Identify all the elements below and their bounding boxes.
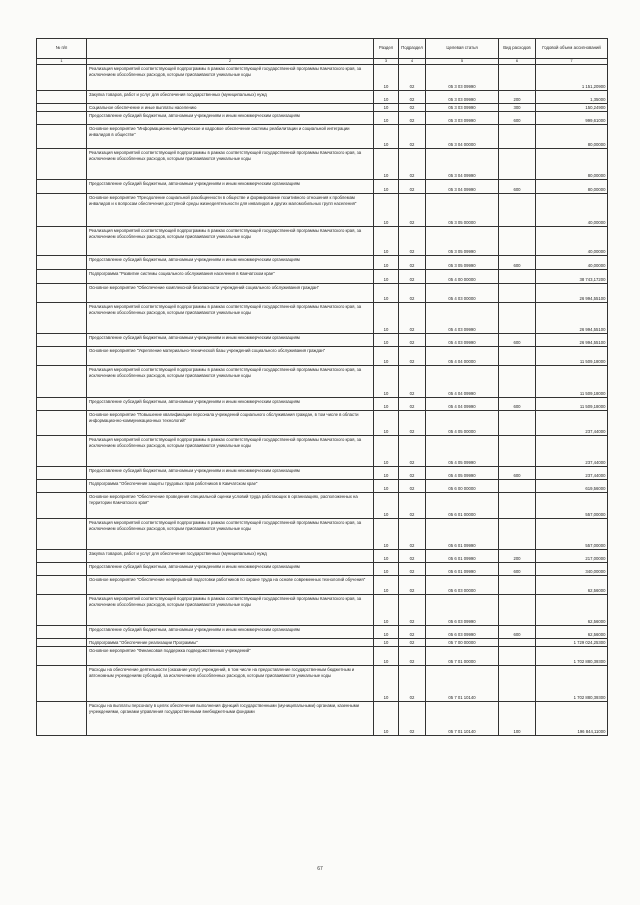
row-name: Основное мероприятие "Преодоление социальной разобщенности в обществе и формирование позитивного отношения к проблемам инвалидов и к вопросам обеспечения доступной среды жизнедеятельности для инвалидов и других маломобильных групп населения" (87, 194, 374, 227)
row-exptype: 600 (499, 563, 536, 576)
row-subsection: 02 (399, 563, 426, 576)
row-name: Предоставление субсидий бюджетным, автономным учреждениям и иным некоммерческим организациям (87, 334, 374, 347)
row-amount: 237,44000 (536, 411, 608, 436)
row-name: Предоставление субсидий бюджетным, автономным учреждениям и иным некоммерческим организациям (87, 563, 374, 576)
row-subsection: 02 (399, 270, 426, 284)
row-exptype: 100 (499, 702, 536, 736)
row-num-cell (37, 480, 87, 493)
row-num-cell (37, 639, 87, 647)
row-name: Основное мероприятие "Финансовая поддержка подведомственных учреждений" (87, 647, 374, 666)
row-target-code: 05 3 05 09990 (426, 227, 499, 256)
row-exptype (499, 411, 536, 436)
row-target-code: 05 3 04 00000 (426, 125, 499, 149)
row-subsection: 02 (399, 493, 426, 519)
row-amount: 999,61000 (536, 112, 608, 125)
row-exptype: 200 (499, 91, 536, 104)
row-target-code: 05 3 03 09990 (426, 104, 499, 112)
table-row (37, 493, 608, 519)
row-amount: 11 509,18000 (536, 398, 608, 411)
row-amount: 40,00000 (536, 256, 608, 270)
row-num-cell (37, 91, 87, 104)
row-section: 10 (374, 334, 399, 347)
row-target-code: 05 4 05 09990 (426, 467, 499, 480)
colnum-4: 4 (399, 59, 426, 65)
table-row (37, 647, 608, 666)
table-row (37, 65, 608, 91)
row-section: 10 (374, 702, 399, 736)
row-amount: 619,56000 (536, 480, 608, 493)
row-target-code: 05 3 04 09990 (426, 180, 499, 194)
row-amount: 340,00000 (536, 563, 608, 576)
row-amount: 11 509,18000 (536, 366, 608, 398)
row-name: Закупка товаров, работ и услуг для обеспечения государственных (муниципальных) нужд (87, 91, 374, 104)
row-exptype (499, 480, 536, 493)
row-name: Закупка товаров, работ и услуг для обеспечения государственных (муниципальных) нужд (87, 550, 374, 563)
row-name: Реализация мероприятий соответствующей подпрограммы в рамках соответствующей государственной программы Камчатского края, за исключением обособленных расходов, которым присваиваются уникальные коды (87, 303, 374, 334)
row-num-cell (37, 519, 87, 550)
row-target-code: 05 3 05 00000 (426, 194, 499, 227)
table-row (37, 366, 608, 398)
row-subsection: 02 (399, 284, 426, 303)
row-amount: 150,24900 (536, 104, 608, 112)
row-name: Предоставление субсидий бюджетным, автономным учреждениям и иным некоммерческим организациям (87, 180, 374, 194)
row-exptype: 200 (499, 550, 536, 563)
row-exptype: 600 (499, 256, 536, 270)
row-amount: 11 509,18000 (536, 347, 608, 366)
row-subsection: 02 (399, 227, 426, 256)
colnum-1: 1 (37, 59, 87, 65)
row-subsection: 02 (399, 595, 426, 626)
row-target-code: 05 4 05 09990 (426, 436, 499, 467)
row-amount: 62,56000 (536, 626, 608, 639)
row-name: Предоставление субсидий бюджетным, автономным учреждениям и иным некоммерческим организациям (87, 467, 374, 480)
row-amount: 62,56000 (536, 595, 608, 626)
row-subsection: 02 (399, 436, 426, 467)
row-name: Реализация мероприятий соответствующей подпрограммы в рамках соответствующей государственной программы Камчатского края, за исключением обособленных расходов, которым присваиваются уникальные коды (87, 149, 374, 180)
table-row (37, 550, 608, 563)
row-name: Предоставление субсидий бюджетным, автономным учреждениям и иным некоммерческим организациям (87, 626, 374, 639)
row-num-cell (37, 702, 87, 736)
row-num-cell (37, 626, 87, 639)
row-amount: 40,00000 (536, 194, 608, 227)
table-row (37, 194, 608, 227)
row-target-code: 05 4 00 00000 (426, 270, 499, 284)
row-section: 10 (374, 180, 399, 194)
colnum-6: 6 (499, 59, 536, 65)
row-target-code: 05 4 04 00000 (426, 347, 499, 366)
table-row (37, 303, 608, 334)
row-name: Реализация мероприятий соответствующей подпрограммы в рамках соответствующей государственной программы Камчатского края, за исключением обособленных расходов, которым присваиваются уникальные коды (87, 65, 374, 91)
row-section: 10 (374, 647, 399, 666)
row-target-code: 05 3 03 09990 (426, 65, 499, 91)
row-num-cell (37, 576, 87, 595)
row-exptype: 600 (499, 398, 536, 411)
row-target-code: 05 3 03 09990 (426, 112, 499, 125)
table-row (37, 563, 608, 576)
row-subsection: 02 (399, 256, 426, 270)
table-row (37, 398, 608, 411)
row-name: Основное мероприятие "Повышение квалификации персонала учреждений социального обслуживания граждан, в том числе в области информационно-коммуникационных технологий" (87, 411, 374, 436)
row-exptype (499, 519, 536, 550)
row-target-code: 05 4 04 09990 (426, 398, 499, 411)
row-target-code: 05 3 04 09990 (426, 149, 499, 180)
row-name: Реализация мероприятий соответствующей подпрограммы в рамках соответствующей государственной программы Камчатского края, за исключением обособленных расходов, которым присваиваются уникальные коды (87, 595, 374, 626)
row-target-code: 05 6 01 09990 (426, 563, 499, 576)
table-row (37, 180, 608, 194)
table-row (37, 702, 608, 736)
row-num-cell (37, 149, 87, 180)
row-amount: 62,56000 (536, 576, 608, 595)
header-target: Целевая статья (426, 39, 499, 59)
table-row (37, 125, 608, 149)
row-target-code: 05 6 01 09990 (426, 519, 499, 550)
row-section: 10 (374, 595, 399, 626)
row-section: 10 (374, 493, 399, 519)
row-exptype (499, 270, 536, 284)
row-subsection: 02 (399, 334, 426, 347)
row-subsection: 02 (399, 65, 426, 91)
row-section: 10 (374, 125, 399, 149)
header-exptype: Вид расходов (499, 39, 536, 59)
row-section: 10 (374, 194, 399, 227)
row-target-code: 05 4 03 09990 (426, 303, 499, 334)
page-number: 67 (317, 866, 323, 872)
row-amount: 80,00000 (536, 125, 608, 149)
row-name: Предоставление субсидий бюджетным, автономным учреждениям и иным некоммерческим организациям (87, 256, 374, 270)
row-name: Подпрограмма "Развитие системы социального обслуживания населения в Камчатском крае" (87, 270, 374, 284)
row-subsection: 02 (399, 303, 426, 334)
row-section: 10 (374, 149, 399, 180)
row-amount: 1 151,20900 (536, 65, 608, 91)
row-subsection: 02 (399, 180, 426, 194)
row-target-code: 05 3 03 09990 (426, 91, 499, 104)
row-name: Основное мероприятие "Укрепление материально-технической базы учреждений социального обслуживания граждан" (87, 347, 374, 366)
row-amount: 40,00000 (536, 227, 608, 256)
row-target-code: 05 6 00 00000 (426, 480, 499, 493)
row-exptype (499, 666, 536, 702)
row-subsection: 02 (399, 125, 426, 149)
row-exptype (499, 227, 536, 256)
row-subsection: 02 (399, 666, 426, 702)
row-num-cell (37, 493, 87, 519)
table-row (37, 595, 608, 626)
row-target-code: 05 7 01 00000 (426, 647, 499, 666)
table-row (37, 347, 608, 366)
row-exptype: 600 (499, 180, 536, 194)
row-section: 10 (374, 104, 399, 112)
row-exptype (499, 436, 536, 467)
row-num-cell (37, 303, 87, 334)
row-num-cell (37, 284, 87, 303)
row-target-code: 05 3 05 09990 (426, 256, 499, 270)
row-section: 10 (374, 112, 399, 125)
row-amount: 1 702 880,39300 (536, 647, 608, 666)
row-num-cell (37, 256, 87, 270)
row-section: 10 (374, 256, 399, 270)
colnum-5: 5 (426, 59, 499, 65)
row-num-cell (37, 65, 87, 91)
table-row (37, 411, 608, 436)
row-section: 10 (374, 550, 399, 563)
table-row (37, 639, 608, 647)
row-section: 10 (374, 480, 399, 493)
row-subsection: 02 (399, 104, 426, 112)
row-num-cell (37, 194, 87, 227)
row-exptype (499, 194, 536, 227)
row-target-code: 05 4 03 00000 (426, 284, 499, 303)
row-name: Реализация мероприятий соответствующей подпрограммы в рамках соответствующей государственной программы Камчатского края, за исключением обособленных расходов, которым присваиваются уникальные коды (87, 227, 374, 256)
colnum-7: 7 (536, 59, 608, 65)
row-section: 10 (374, 626, 399, 639)
row-subsection: 02 (399, 347, 426, 366)
row-subsection: 02 (399, 112, 426, 125)
row-target-code: 05 4 04 09990 (426, 366, 499, 398)
row-section: 10 (374, 347, 399, 366)
row-name: Реализация мероприятий соответствующей подпрограммы в рамках соответствующей государственной программы Камчатского края, за исключением обособленных расходов, которым присваиваются уникальные коды (87, 519, 374, 550)
table-header (37, 39, 608, 65)
row-name: Основное мероприятие "Информационно-методическое и кадровое обеспечение системы реабилитации и социальной интеграции инвалидов в обществе" (87, 125, 374, 149)
row-num-cell (37, 334, 87, 347)
row-num-cell (37, 436, 87, 467)
row-exptype: 600 (499, 626, 536, 639)
row-name: Предоставление субсидий бюджетным, автономным учреждениям и иным некоммерческим организациям (87, 112, 374, 125)
header-section: Раздел (374, 39, 399, 59)
row-amount: 1,35000 (536, 91, 608, 104)
row-amount: 80,00000 (536, 180, 608, 194)
table-row (37, 256, 608, 270)
table-row (37, 480, 608, 493)
row-amount: 26 994,55100 (536, 334, 608, 347)
row-exptype (499, 647, 536, 666)
row-target-code: 05 6 03 09990 (426, 595, 499, 626)
row-subsection: 02 (399, 626, 426, 639)
row-exptype (499, 366, 536, 398)
row-target-code: 05 6 01 00000 (426, 493, 499, 519)
row-num-cell (37, 647, 87, 666)
header-subsection: Подраздел (399, 39, 426, 59)
row-exptype (499, 639, 536, 647)
row-section: 10 (374, 366, 399, 398)
row-section: 10 (374, 576, 399, 595)
table-body (37, 65, 608, 736)
row-amount: 237,44000 (536, 436, 608, 467)
row-name: Предоставление субсидий бюджетным, автономным учреждениям и иным некоммерческим организациям (87, 398, 374, 411)
row-num-cell (37, 563, 87, 576)
table-row (37, 112, 608, 125)
row-section: 10 (374, 411, 399, 436)
row-exptype (499, 303, 536, 334)
row-section: 10 (374, 91, 399, 104)
row-num-cell (37, 666, 87, 702)
budget-table (36, 38, 608, 736)
row-name: Реализация мероприятий соответствующей подпрограммы в рамках соответствующей государственной программы Камчатского края, за исключением обособленных расходов, которым присваиваются уникальные коды (87, 436, 374, 467)
row-exptype (499, 284, 536, 303)
row-target-code: 05 7 01 10140 (426, 702, 499, 736)
row-section: 10 (374, 436, 399, 467)
row-num-cell (37, 125, 87, 149)
row-name: Основное мероприятие "Обеспечение непрерывной подготовки работников по охране труда на основе современных технологий обучения" (87, 576, 374, 595)
table-row (37, 626, 608, 639)
table-row (37, 104, 608, 112)
row-num-cell (37, 550, 87, 563)
table-row (37, 284, 608, 303)
row-name: Основное мероприятие "Обеспечение комплексной безопасности учреждений социального обслуживания граждан" (87, 284, 374, 303)
row-section: 10 (374, 519, 399, 550)
row-subsection: 02 (399, 647, 426, 666)
row-exptype (499, 65, 536, 91)
row-subsection: 02 (399, 398, 426, 411)
row-subsection: 02 (399, 91, 426, 104)
row-num-cell (37, 467, 87, 480)
row-subsection: 02 (399, 702, 426, 736)
row-target-code: 05 7 00 00000 (426, 639, 499, 647)
row-name: Реализация мероприятий соответствующей подпрограммы в рамках соответствующей государственной программы Камчатского края, за исключением обособленных расходов, которым присваиваются уникальные коды (87, 366, 374, 398)
row-amount: 38 743,17200 (536, 270, 608, 284)
row-amount: 1 729 024,25300 (536, 639, 608, 647)
row-exptype (499, 347, 536, 366)
row-subsection: 02 (399, 411, 426, 436)
row-exptype (499, 149, 536, 180)
row-num-cell (37, 270, 87, 284)
row-amount: 557,00000 (536, 493, 608, 519)
row-amount: 26 994,55100 (536, 284, 608, 303)
row-name: Подпрограмма "Обеспечение реализации Программы" (87, 639, 374, 647)
row-section: 10 (374, 467, 399, 480)
row-subsection: 02 (399, 366, 426, 398)
row-exptype: 300 (499, 104, 536, 112)
budget-sheet (36, 38, 607, 736)
table-row (37, 227, 608, 256)
row-exptype (499, 595, 536, 626)
row-num-cell (37, 227, 87, 256)
table-row (37, 334, 608, 347)
row-subsection: 02 (399, 519, 426, 550)
row-section: 10 (374, 270, 399, 284)
row-num-cell (37, 398, 87, 411)
row-section: 10 (374, 666, 399, 702)
row-target-code: 05 4 03 09990 (426, 334, 499, 347)
row-section: 10 (374, 563, 399, 576)
row-name: Социальное обеспечение и иные выплаты населению (87, 104, 374, 112)
row-exptype (499, 125, 536, 149)
row-amount: 1 702 880,39300 (536, 666, 608, 702)
row-subsection: 02 (399, 639, 426, 647)
row-section: 10 (374, 303, 399, 334)
table-row (37, 576, 608, 595)
header-row (37, 39, 608, 59)
row-subsection: 02 (399, 576, 426, 595)
row-section: 10 (374, 65, 399, 91)
colnum-2: 2 (87, 59, 374, 65)
row-amount: 217,00000 (536, 550, 608, 563)
row-exptype: 600 (499, 467, 536, 480)
row-name: Расходы на выплаты персоналу в целях обеспечения выполнения функций государственными (муниципальными) органами, казенными учреждениями, органами управления государственными внебюджетными фондами (87, 702, 374, 736)
row-num-cell (37, 347, 87, 366)
row-name: Основное мероприятие "Обеспечение проведения специальной оценки условий труда работающих в организациях, расположенных на территории Камчатского края" (87, 493, 374, 519)
row-subsection: 02 (399, 149, 426, 180)
row-subsection: 02 (399, 467, 426, 480)
row-num-cell (37, 595, 87, 626)
row-exptype: 600 (499, 112, 536, 125)
row-target-code: 05 6 03 00000 (426, 576, 499, 595)
table-row (37, 467, 608, 480)
row-subsection: 02 (399, 480, 426, 493)
table-row (37, 270, 608, 284)
row-amount: 80,00000 (536, 149, 608, 180)
colnum-3: 3 (374, 59, 399, 65)
row-target-code: 05 4 05 00000 (426, 411, 499, 436)
row-target-code: 05 7 01 10140 (426, 666, 499, 702)
row-exptype (499, 493, 536, 519)
row-subsection: 02 (399, 194, 426, 227)
header-name (87, 39, 374, 59)
row-target-code: 05 6 01 09990 (426, 550, 499, 563)
header-num: № п/п (37, 39, 87, 59)
row-exptype (499, 576, 536, 595)
row-exptype: 600 (499, 334, 536, 347)
row-num-cell (37, 366, 87, 398)
row-section: 10 (374, 398, 399, 411)
header-amount: Годовой объем ассигнований (536, 39, 608, 59)
row-amount: 237,44000 (536, 467, 608, 480)
row-num-cell (37, 112, 87, 125)
row-amount: 26 994,55100 (536, 303, 608, 334)
table-row (37, 666, 608, 702)
row-num-cell (37, 411, 87, 436)
row-num-cell (37, 180, 87, 194)
row-name: Подпрограмма "Обеспечение защиты трудовых прав работников в Камчатском крае" (87, 480, 374, 493)
row-target-code: 05 6 03 09990 (426, 626, 499, 639)
table-row (37, 519, 608, 550)
row-amount: 557,00000 (536, 519, 608, 550)
row-section: 10 (374, 227, 399, 256)
row-num-cell (37, 104, 87, 112)
row-amount: 196 844,11000 (536, 702, 608, 736)
table-row (37, 149, 608, 180)
row-section: 10 (374, 284, 399, 303)
table-row (37, 436, 608, 467)
row-subsection: 02 (399, 550, 426, 563)
row-name: Расходы на обеспечение деятельности (оказание услуг) учреждений, в том числе на предоставление государственным бюджетным и автономным учреждениям субсидий, за исключением обособленных расходов, которым присваиваются уникальные коды (87, 666, 374, 702)
row-section: 10 (374, 639, 399, 647)
table-row (37, 91, 608, 104)
